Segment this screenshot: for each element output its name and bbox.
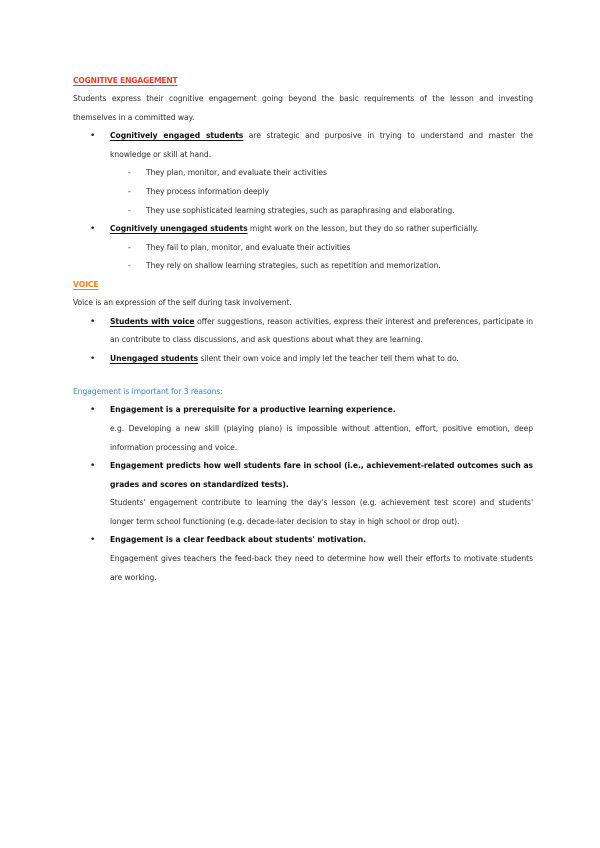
- unengaged-subitems: [73, 239, 533, 276]
- reason-text: Students' engagement contribute to learning the day's lesson (e.g. achievement test score) and students' longer term school functioning (e.g. decade-later decision to stay in high school or drop out).: [110, 498, 533, 526]
- unengaged-description: might work on the lesson, but they do so rather superficially.: [247, 224, 479, 234]
- engaged-subitems: [73, 164, 533, 220]
- reason-text: e.g. Developing a new skill (playing piano) is impossible without attention, effort, positive emotion, deep information processing and voice.: [110, 423, 533, 452]
- importance-bullets: [73, 401, 533, 587]
- list-item: - They use sophisticated learning strategies, such as paraphrasing and elaborating.: [73, 202, 533, 221]
- cognitive-bullets-2: [73, 220, 533, 239]
- reason-title: Engagement is a prerequisite for a productive learning experience.: [110, 405, 396, 415]
- term-unengaged-students: Unengaged students: [110, 353, 199, 363]
- bullet-engaged: [73, 127, 533, 164]
- reason-title: Engagement is a clear feedback about students' motivation.: [110, 535, 366, 545]
- unengaged-voice-description: silent their own voice and imply let the teacher tell them what to do.: [198, 353, 459, 363]
- engaged-description: are strategic and purposive in trying to understand and master the knowledge or skill at hand.: [110, 131, 533, 159]
- reason-title: Engagement predicts how well students fare in school (i.e., achievement-related outcomes such as grades and scores on standardized tests).: [110, 461, 533, 489]
- bullet-with-voice: [73, 313, 533, 350]
- term-with-voice: Students with voice: [110, 316, 195, 326]
- with-voice-description: offer suggestions, reason activities, express their interest and preferences, participate in an contribute to class discussions, and ask questions about what they are learning.: [110, 316, 533, 345]
- voice-bullets: [73, 313, 533, 369]
- bullet-unengaged: [73, 220, 533, 239]
- reason-text: Engagement gives teachers the feed-back they need to determine how well their efforts to motivate students are working.: [110, 554, 533, 582]
- list-item: - They rely on shallow learning strategies, such as repetition and memorization.: [73, 257, 533, 276]
- term-engaged: Cognitively engaged students: [110, 131, 244, 141]
- section-heading-voice: VOICE: [73, 279, 99, 289]
- list-item: - They fail to plan, monitor, and evaluate their activities: [73, 239, 533, 258]
- list-item: - They process information deeply: [73, 183, 533, 202]
- voice-intro: Voice is an expression of the self during task involvement.: [73, 297, 292, 307]
- reason-item: [73, 457, 533, 531]
- reason-item: [73, 401, 533, 457]
- reason-item: [73, 531, 533, 587]
- cognitive-bullets: [73, 127, 533, 164]
- list-item: - They plan, monitor, and evaluate their activities: [73, 164, 533, 183]
- cognitive-intro: Students express their cognitive engagement going beyond the basic requirements of the lesson and investing themselves in a committed way.: [73, 94, 533, 122]
- term-unengaged: Cognitively unengaged students: [110, 224, 248, 234]
- notes-content: [73, 72, 533, 587]
- bullet-unengaged-voice: [73, 350, 533, 369]
- section-heading-importance: Engagement is important for 3 reasons:: [73, 387, 223, 397]
- section-heading-cognitive: COGNITIVE ENGAGEMENT: [73, 76, 178, 85]
